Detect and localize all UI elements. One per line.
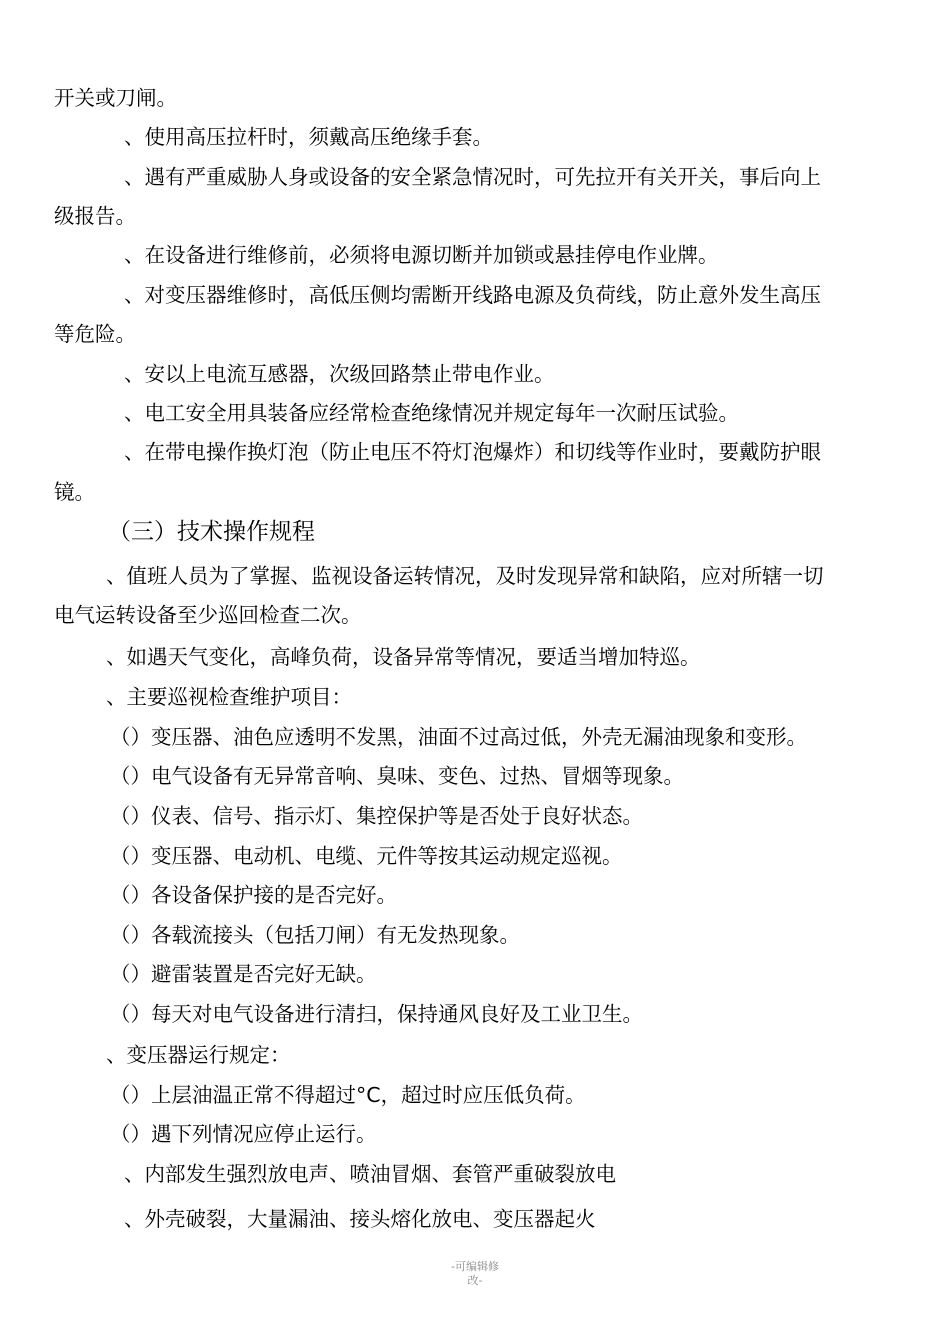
list-item: （）变压器、电动机、电缆、元件等按其运动规定巡视。 [110,844,623,868]
text-line: 级报告。 [54,204,136,228]
list-item: 、内部发生强烈放电声、喷油冒烟、套管严重破裂放电 [124,1162,616,1186]
footer-line: -可编辑修 [451,1260,499,1273]
list-item: （）上层油温正常不得超过°C，超过时应压低负荷。 [110,1083,586,1107]
text-line: 电气运转设备至少巡回检查二次。 [54,603,362,627]
text-line: 、值班人员为了掌握、监视设备运转情况，及时发现异常和缺陷，应对所辖一切 [106,564,824,588]
footer-line: 改- [467,1274,483,1287]
text-line: 、使用高压拉杆时，须戴高压绝缘手套。 [124,125,493,149]
text-line: 开关或刀闸。 [54,86,177,110]
text-line: 、对变压器维修时，高低压侧均需断开线路电源及负荷线，防止意外发生高压 [124,283,821,307]
page-footer [440,1260,510,1288]
text-line: 、主要巡视检查维护项目： [106,685,352,709]
list-item: （）每天对电气设备进行清扫，保持通风良好及工业卫生。 [110,1002,643,1026]
list-item: （）仪表、信号、指示灯、集控保护等是否处于良好状态。 [110,804,643,828]
list-item: （）各载流接头（包括刀闸）有无发热现象。 [110,923,520,947]
text-line: 等危险。 [54,322,136,346]
text-line: 、电工安全用具装备应经常检查绝缘情况并规定每年一次耐压试验。 [124,401,739,425]
text-line: 、如遇天气变化，高峰负荷，设备异常等情况，要适当增加特巡。 [106,645,701,669]
text-line: 、变压器运行规定： [106,1043,291,1067]
list-item: （）电气设备有无异常音响、臭味、变色、过热、冒烟等现象。 [110,764,684,788]
list-item: （）各设备保护接的是否完好。 [110,883,397,907]
text-line: 、在带电操作换灯泡（防止电压不符灯泡爆炸）和切线等作业时，要戴防护眼 [124,440,821,464]
text-line: 镜。 [54,480,95,504]
list-item: 、外壳破裂，大量漏油、接头熔化放电、变压器起火 [124,1207,596,1231]
text-line: 、安以上电流互感器，次级回路禁止带电作业。 [124,362,555,386]
text-line: 、遇有严重威胁人身或设备的安全紧急情况时，可先拉开有关开关，事后向上 [124,165,821,189]
list-item: （）遇下列情况应停止运行。 [110,1122,377,1146]
list-item: （）避雷装置是否完好无缺。 [110,962,377,986]
section-heading: （三）技术操作规程 [108,519,315,545]
text-line: 、在设备进行维修前，必须将电源切断并加锁或悬挂停电作业牌。 [124,243,719,267]
list-item: （）变压器、油色应透明不发黑，油面不过高过低，外壳无漏油现象和变形。 [110,725,807,749]
